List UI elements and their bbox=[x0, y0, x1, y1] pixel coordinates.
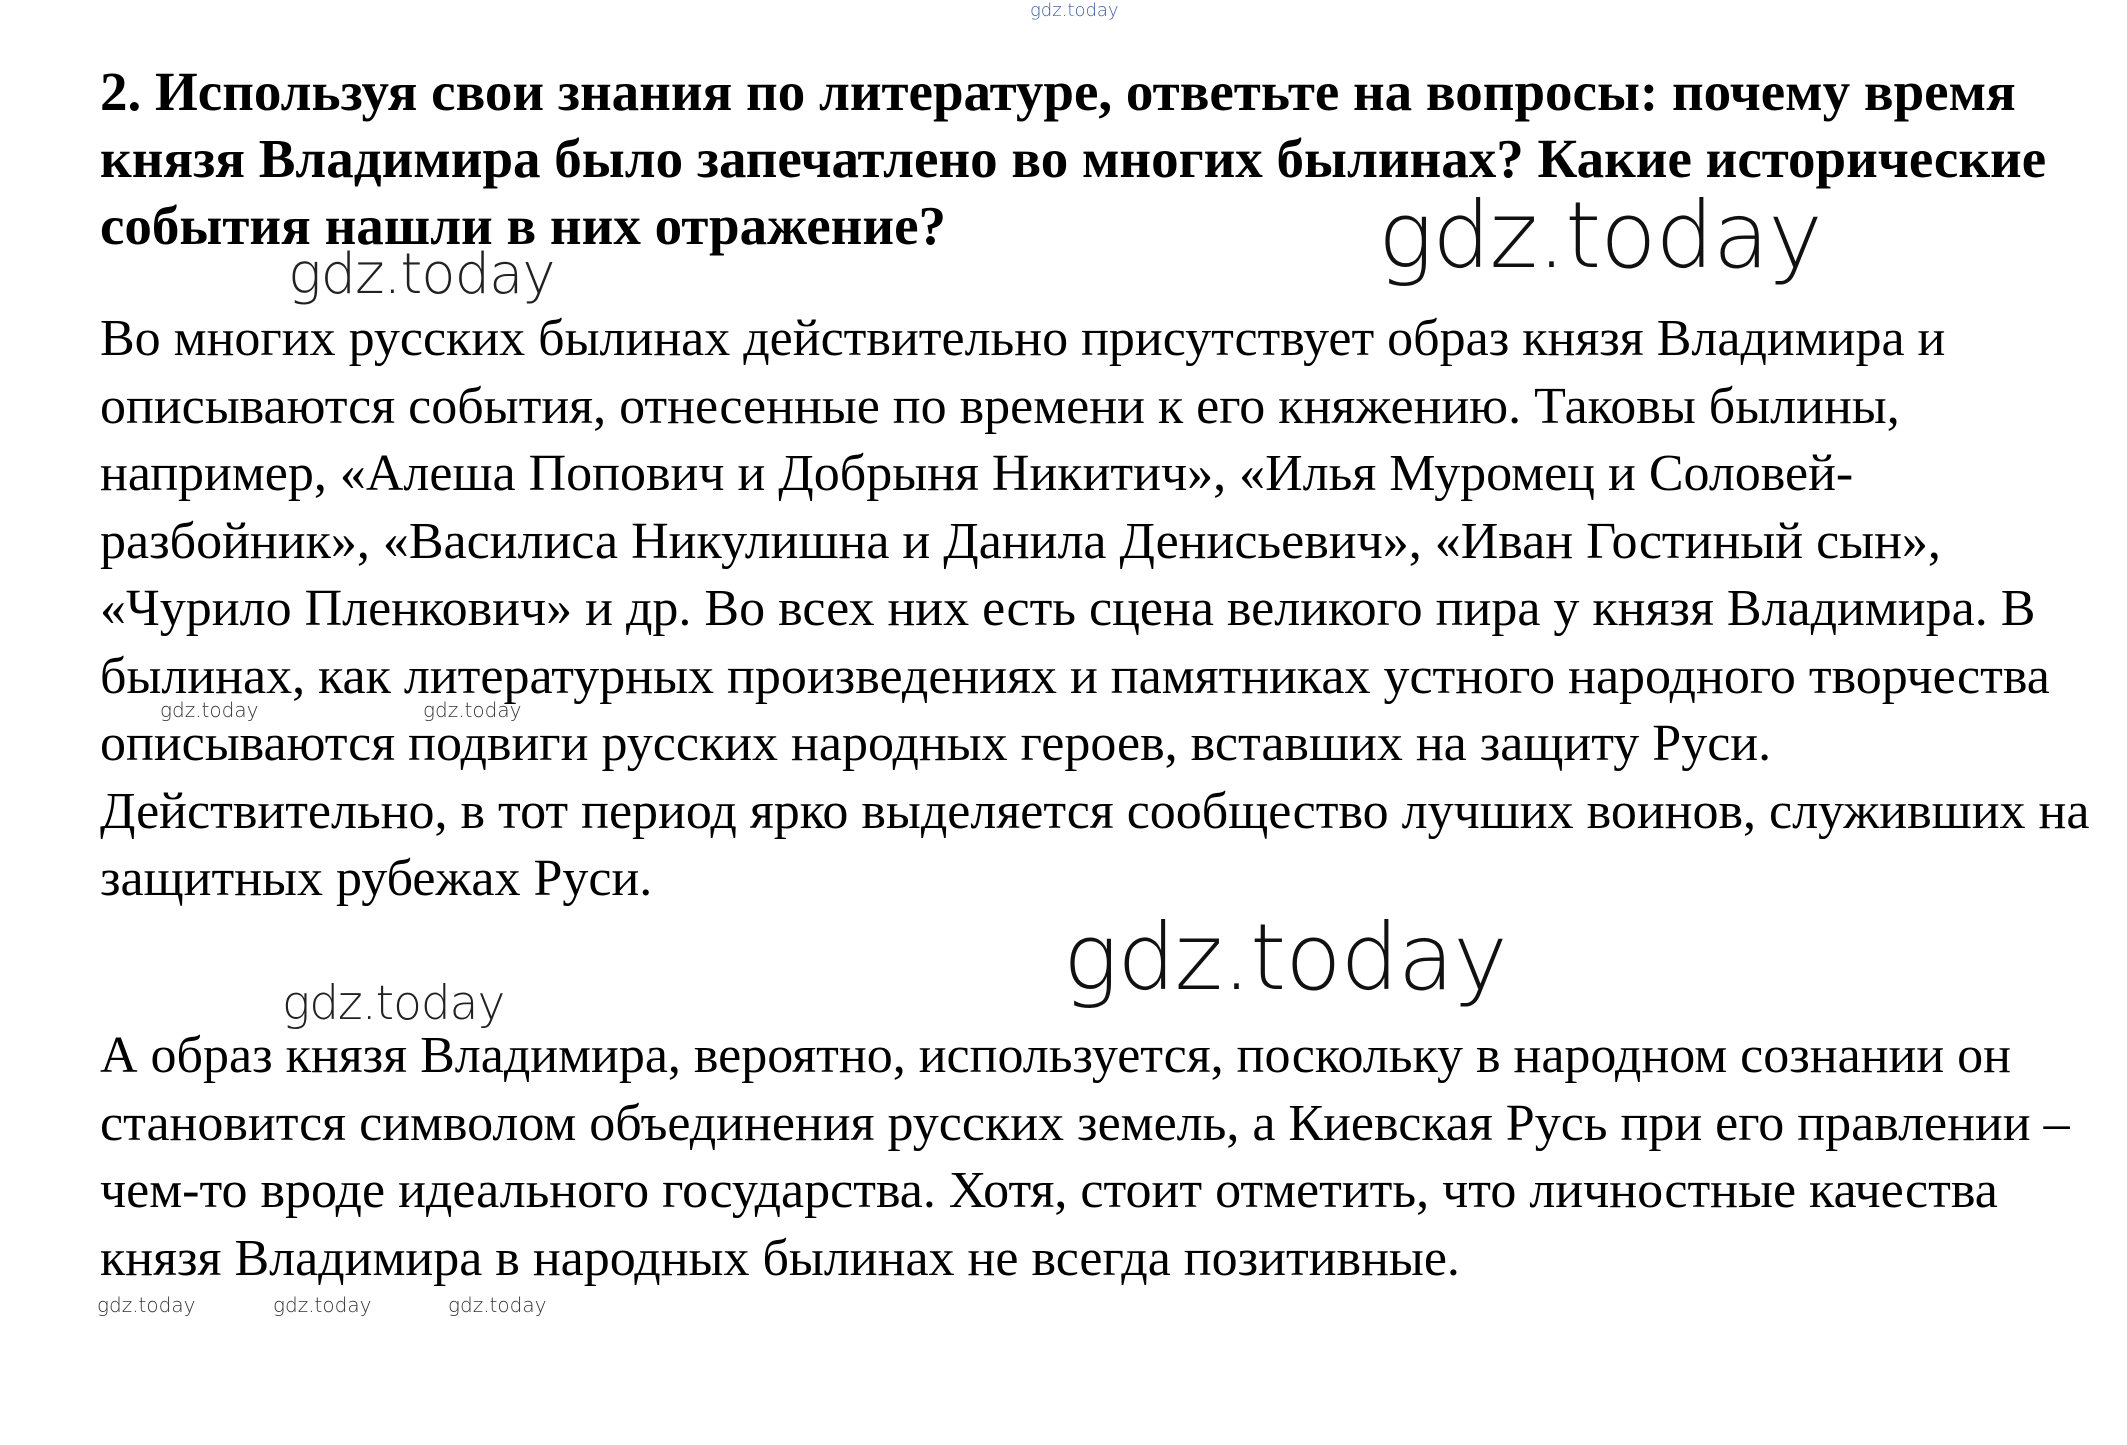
answer-paragraph-2: А образ князя Владимира, вероятно, используется, поскольку в народном сознании он становится символом объединения русских земель, а Киевская Русь при его правлении – чем-то вроде идеального государства. Хотя, стоит отметить, что личностные качества князя Владимира в народных былинах не всегда позитивные. bbox=[100, 1027, 2070, 1287]
watermark-small: gdz.today bbox=[448, 1293, 547, 1317]
question-heading: 2. Используя свои знания по литературе, ответьте на вопросы: почему время князя Владимира было запечатлено во многих былинах? Какие исторические события нашли в них отражение? bbox=[100, 61, 2047, 256]
watermark-small: gdz.today bbox=[273, 1293, 372, 1317]
watermark-large: gdz.today bbox=[1063, 904, 1507, 1011]
watermark-small: gdz.today bbox=[423, 698, 522, 722]
watermark-top: gdz.today bbox=[1030, 0, 1119, 21]
answer-paragraph-1: Во многих русских былинах действительно присутствует образ князя Владимира и описываются события, отнесенные по времени к его княжению. Таковы былины, например, «Алеша Попович и Добрыня Никитич», «Илья Муромец и Соловей-разбойник», «Василиса Никулишна и Данила Денисьевич», «Иван Гостиный сын», «Чурило Пленкович» и др. Во всех них есть сцена великого пира у князя Владимира. В былинах, как литературных произведениях и памятниках устного народного творчества описываются подвиги русских народных героев, вставших на защиту Руси. Действительно, в тот период ярко выделяется сообщество лучших воинов, служивших на защитных рубежах Руси. bbox=[100, 310, 2090, 907]
watermark-medium: gdz.today bbox=[288, 242, 555, 307]
watermark-medium: gdz.today bbox=[282, 976, 505, 1031]
watermark-large: gdz.today bbox=[1378, 182, 1822, 289]
watermark-small: gdz.today bbox=[97, 1293, 196, 1317]
watermark-small: gdz.today bbox=[160, 698, 259, 722]
